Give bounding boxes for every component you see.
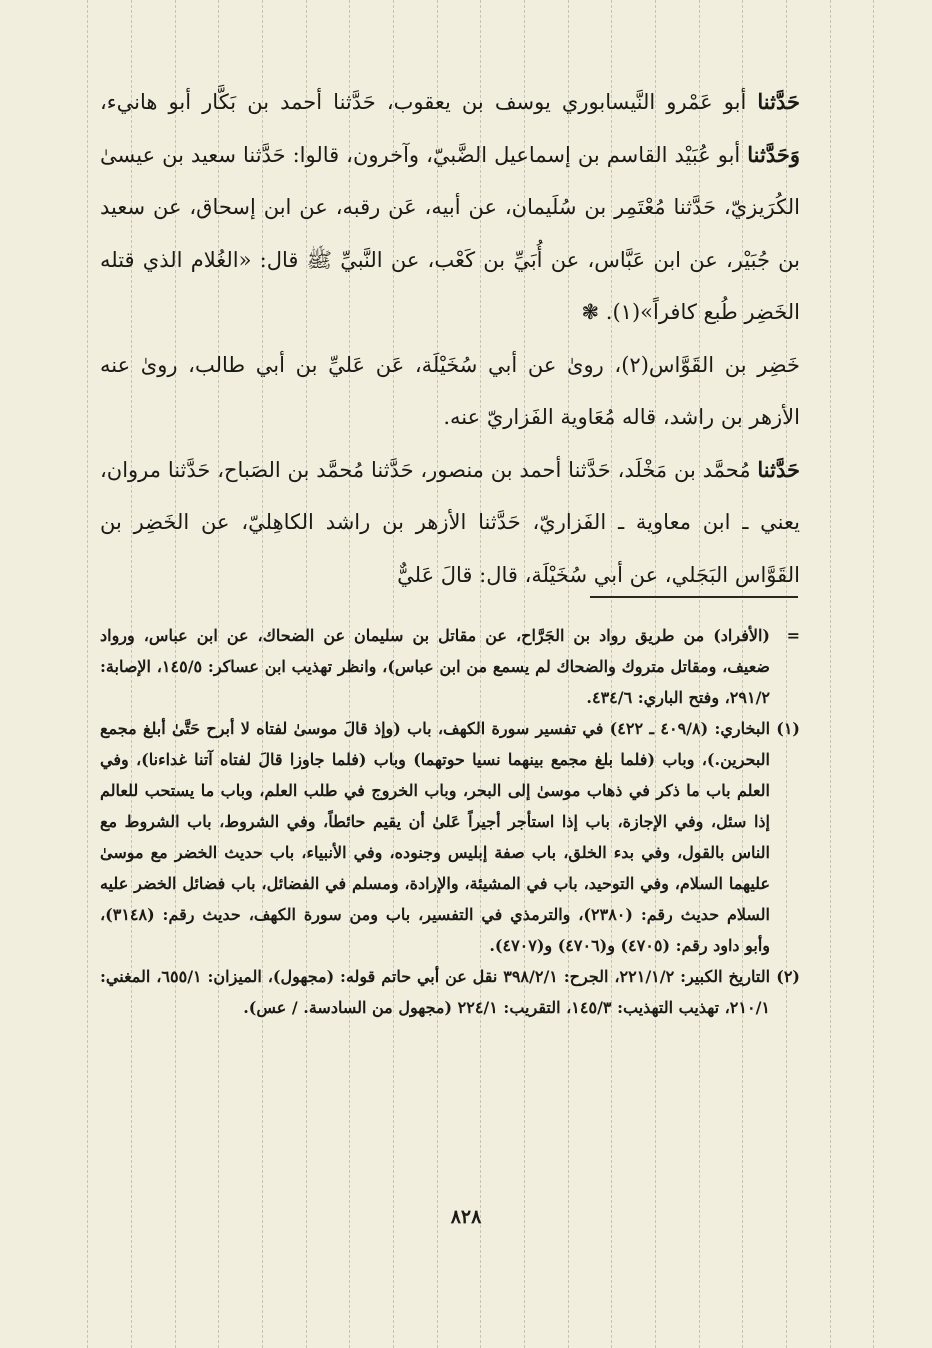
paragraph-hadith-1	[100, 76, 800, 339]
footnote-text: (الأفراد) من طريق رواد بن الجَرَّاح، عن مقاتل بن سليمان عن الضحاك، عن ابن عباس، ورواد ضعيف، ومقاتل متروك والضحاك لم يسمع من ابن عباس)، وانظر تهذيب ابن عساكر: ١٤٥/٥، الإصابة: ٢٩١/٢، وفتح الباري: ٤٣٤/٦.	[100, 626, 770, 707]
footnote-text: التاريخ الكبير: ٢٢١/١/٢، الجرح: ٣٩٨/٢/١ نقل عن أبي حاتم قوله: (مجهول)، الميزان: ٦٥٥/١، المغني: ٢١٠/١، تهذيب التهذيب: ١٤٥/٣، التقريب: ٢٢٤/١ (مجهول من السادسة. / عس).	[100, 967, 771, 1017]
hadith-lead-word: حَدَّثنا	[757, 89, 800, 114]
footnote-mark: =	[786, 626, 800, 645]
biography-text: خَضِر بن القَوَّاس(٢)، روىٰ عن أبي سُخَيْلَة، عَن عَليِّ بن أبي طالب، روىٰ عنه الأزهر بن راشد، قاله مُعَاوية الفَزاريّ عنه.	[100, 352, 800, 429]
paragraph-hadith-2	[100, 444, 800, 602]
hadith-lead-word-2: وَحَدَّثنا	[747, 141, 800, 167]
footnotes	[100, 620, 800, 1023]
paragraph-biography	[100, 339, 800, 444]
hadith-chain-part-1: أبو عَمْرو النَّيسابوري يوسف بن يعقوب، حَدَّثنا أحمد بن بَكَّار أبو هانيء،	[100, 90, 747, 114]
footnote-text: البخاري: (٤٠٩/٨ ـ ٤٢٢) في تفسير سورة الكهف، باب (وإذ قالَ موسىٰ لفتاه لا أبرح حَتَّىٰ أبلغ مجمع البحرين.)، وباب (فلما بلغ مجمع بينهما نسيا حوتهما) وباب (فلما جاوزا قالَ لفتاه آتنا غداءنا)، وفي العلم باب ما ذكر في ذهاب موسىٰ إلى البحر، وباب الخروج في طلب العلم، وباب ما يستحب للعالم إذا سئل، وفي الإجازة، باب إذا استأجر أجيراً عَلىٰ أن يقيم حائطاً، وفي الشروط، باب الشروط مع الناس بالقول، وفي بدء الخلق، باب صفة إبليس وجنوده، وفي الأنبياء، باب حديث الخضر مع موسىٰ عليهما السلام، وفي التوحيد، باب في المشيئة، والإرادة، ومسلم في الفضائل، باب فضائل الخضر عليه السلام حديث رقم: (٢٣٨٠)، والترمذي في التفسير، باب ومن سورة الكهف، حديث رقم: (٣١٤٨)، وأبو داود رقم: (٤٧٠٥) و(٤٧٠٦) و(٤٧٠٧).	[100, 719, 771, 955]
footnote-1	[100, 713, 800, 961]
footnote-mark: (١)	[776, 719, 800, 738]
footnote-2	[100, 961, 800, 1023]
footnote-mark: (٢)	[776, 967, 800, 986]
hadith-chain-part-2: أبو عُبَيْد القاسم بن إسماعيل الضَّبيّ، وآخرون، قالوا: حَدَّثنا سعيد بن عيسىٰ الكُرَيزيّ، حَدَّثنا مُعْتَمِر بن سُلَيمان، عن أبيه، عَن رقبه، عن ابن إسحاق، عن سعيد بن جُبَيْر، عن ابن عَبَّاس، عن أُبَيِّ بن كَعْب، عن النَّبيِّ ﷺ قال: «الغُلام الذي قتله الخَضِر طُبع كافراً»(١). ❃	[100, 142, 800, 324]
main-text	[100, 76, 800, 601]
footnote-separator	[590, 596, 798, 598]
page-number: ٨٢٨	[450, 1206, 482, 1228]
footnote-continued	[100, 620, 800, 713]
hadith2-chain: مُحمَّد بن مَخْلَد، حَدَّثنا أحمد بن منصور، حَدَّثنا مُحمَّد بن الصَباح، حَدَّثنا مروان، يعني ـ ابن معاوية ـ الفَزاريّ، حَدَّثنا الأزهر بن راشد الكاهِليّ، عن الخَضِر بن القَوَّاس البَجَلي، عن أبي سُخَيْلَة، قال: قالَ عَليٌّ	[100, 457, 800, 587]
hadith2-lead-word: حَدَّثنا	[757, 456, 800, 482]
